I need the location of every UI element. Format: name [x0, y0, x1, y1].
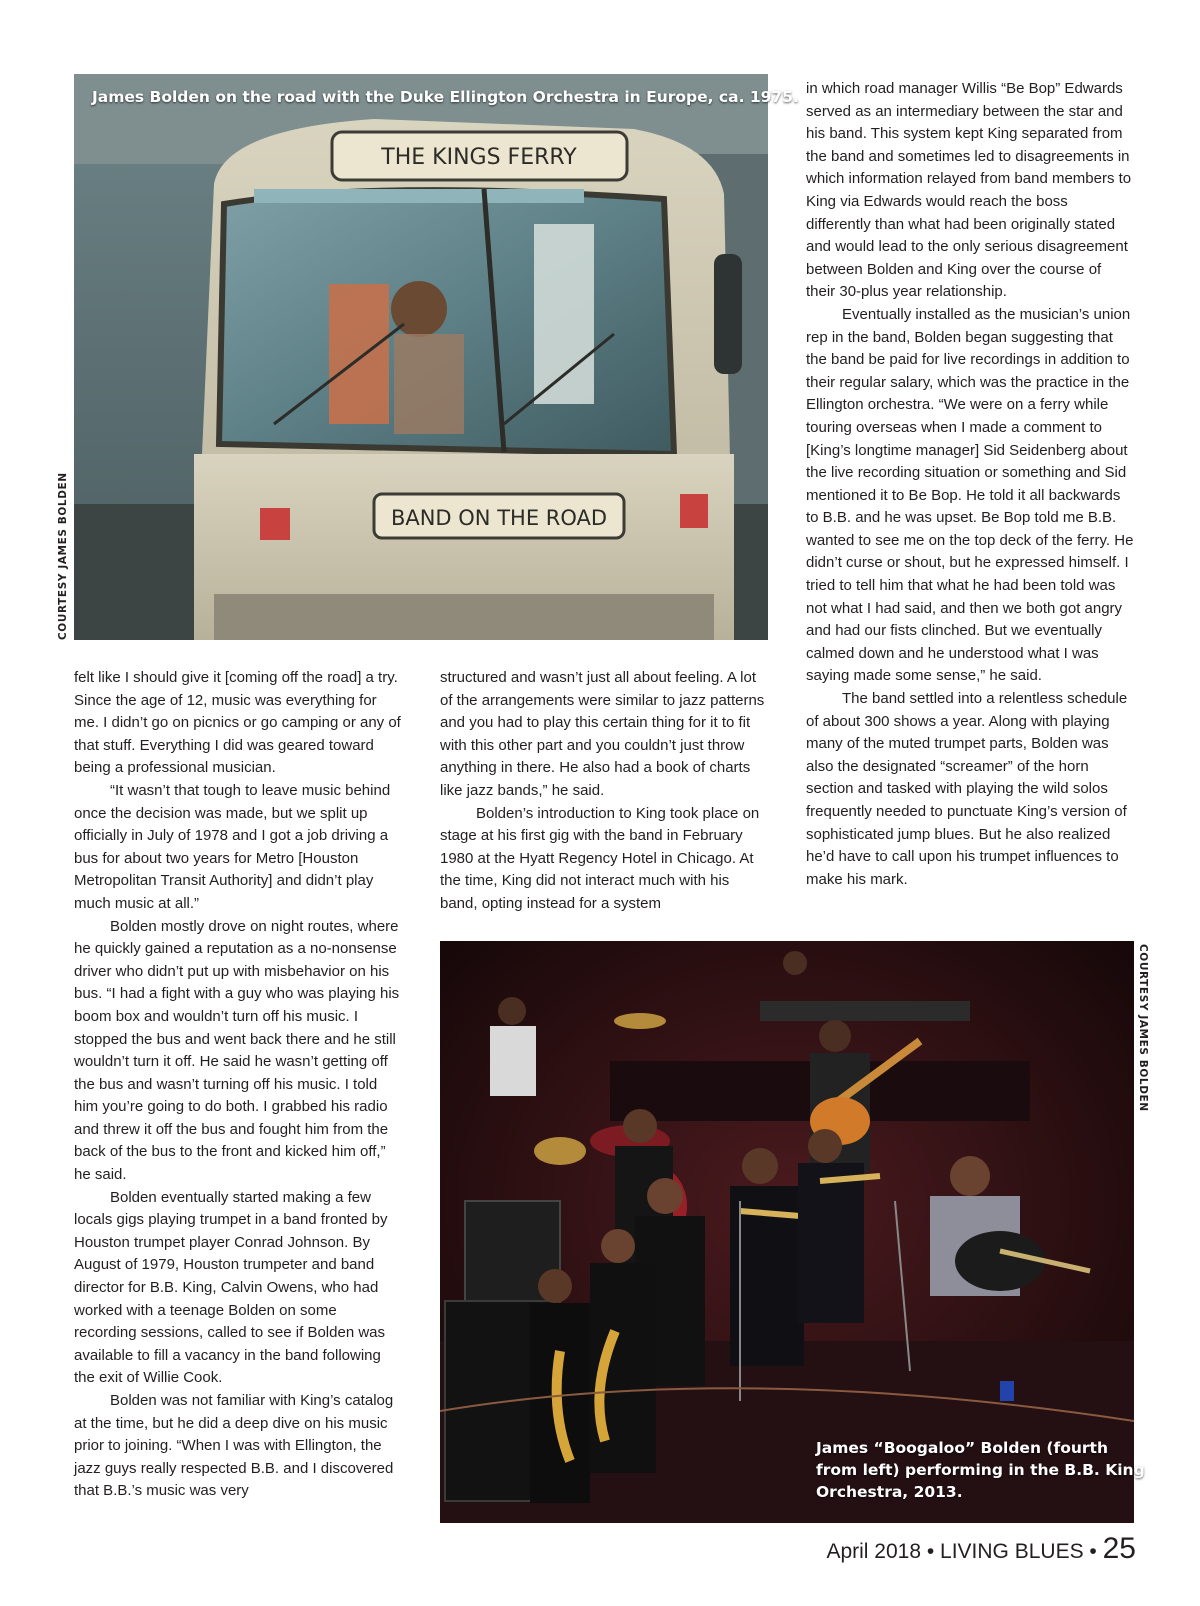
bus-sign-bottom: BAND ON THE ROAD [390, 506, 608, 530]
bus-sign-top: THE KINGS FERRY [381, 145, 577, 170]
bus-photo [74, 74, 768, 640]
top-photo-credit: COURTESY JAMES BOLDEN [57, 472, 69, 640]
caption-line: Orchestra, 2013. [816, 1483, 963, 1501]
paragraph: Bolden was not familiar with King’s catalog at the time, but he did a deep dive on his music prior to joining. “When I was with Ellington, the jazz guys really respected B.B. and I discovered that B.B.’s music was very [74, 1392, 394, 1500]
paragraph: in which road manager Willis “Be Bop” Edwards served as an intermediary between the star and his band. This system kept King separated from the band and sometimes led to disagreements in which information relayed from band members to King via Edwards would reach the boss differently than what had been originally stated and would lead to the only serious disagreement between Bolden and King over the course of their 30-plus year relationship. [806, 80, 1132, 301]
bus-taillight-right [680, 494, 708, 528]
caption-line: James “Boogaloo” Bolden (fourth [816, 1439, 1108, 1457]
bottom-photo-caption [816, 1437, 1145, 1503]
page-number: 25 [1102, 1532, 1136, 1565]
paragraph: felt like I should give it [coming off the road] a try. Since the age of 12, music was everything for me. I didn’t go on picnics or go camping or any of that stuff. Everything I did was geared toward being a professional musician. [74, 669, 401, 777]
paragraph: Eventually installed as the musician’s union rep in the band, Bolden began suggesting that the band be paid for live recordings in addition to their regular salary, which was the practice in the Ellington orchestra. “We were on a ferry while touring overseas when I made a comment to [King’s longtime manager] Sid Seidenberg about the live recording situation or something and Sid mentioned it to Be Bop. He told it all backwards to B.B. and he was upset. Be Bop told me B.B. wanted to see me on the top deck of the ferry. He didn’t curse or shout, but he expressed himself. I tried to tell him that what he had been told was not what I had said, and then we both got angry and had our fists clinched. But we eventually calmed down and he understood what I was saying made some sense,” he said. [806, 305, 1134, 685]
caption-line: from left) performing in the B.B. King [816, 1461, 1145, 1479]
column-left [74, 667, 402, 1503]
top-photo-caption: James Bolden on the road with the Duke Ellington Orchestra in Europe, ca. 1975. [92, 88, 799, 106]
paragraph: Bolden’s introduction to King took place on stage at his first gig with the band in February 1980 at the Hyatt Regency Hotel in Chicago. At the time, King did not interact much with his band, opting instead for a system [440, 804, 760, 912]
paragraph: Bolden eventually started making a few locals gigs playing trumpet in a band fronted by Houston trumpet player Conrad Johnson. By August of 1979, Houston trumpeter and band director for B.B. King, Calvin Owens, who had worked with a teenage Bolden on some recording sessions, called to see if Bolden was available to fill a vacancy in the band following the exit of Willie Cook. [74, 1188, 388, 1387]
page-footer [826, 1532, 1136, 1566]
paragraph: “It wasn’t that tough to leave music behind once the decision was made, but we split up officially in July of 1978 and I got a job driving a bus for about two years for Metro [Houston Metropolitan Transit Authority] and didn’t play much music at all.” [74, 781, 391, 912]
bus-taillight-left [260, 508, 290, 540]
bottom-photo-credit: COURTESY JAMES BOLDEN [1137, 944, 1149, 1112]
paragraph: structured and wasn’t just all about feeling. A lot of the arrangements were similar to jazz patterns and you had to play this certain thing for it to fit with this other part and you couldn’t just throw anything in there. He also had a book of charts like jazz bands,” he said. [440, 669, 765, 799]
orchestra-photo-illustration [440, 941, 1134, 1523]
bus-photo-illustration [74, 74, 768, 640]
column-right [806, 78, 1134, 891]
paragraph: The band settled into a relentless schedule of about 300 shows a year. Along with playing many of the muted trumpet parts, Bolden was also the designated “screamer” of the horn section and tasked with playing the wild solos frequently needed to punctuate King’s version of sophisticated jump blues. But he also realized he’d have to call upon his trumpet influences to make his mark. [806, 690, 1128, 888]
column-middle [440, 667, 768, 916]
footer-text: April 2018 • LIVING BLUES • [826, 1540, 1103, 1563]
paragraph: Bolden mostly drove on night routes, where he quickly gained a reputation as a no-nonsense driver who didn’t put up with misbehavior on his bus. “I had a fight with a guy who was playing his boom box and wouldn’t turn off his music. I stopped the bus and went back there and he still wouldn’t turn it off. He said he wasn’t getting off the bus and wasn’t turning off his music. I told him you’re going to do both. I grabbed his radio and threw it off the bus and fought him from the back of the bus to the front and kicked him off,” he said. [74, 917, 400, 1184]
orchestra-photo [440, 941, 1134, 1523]
